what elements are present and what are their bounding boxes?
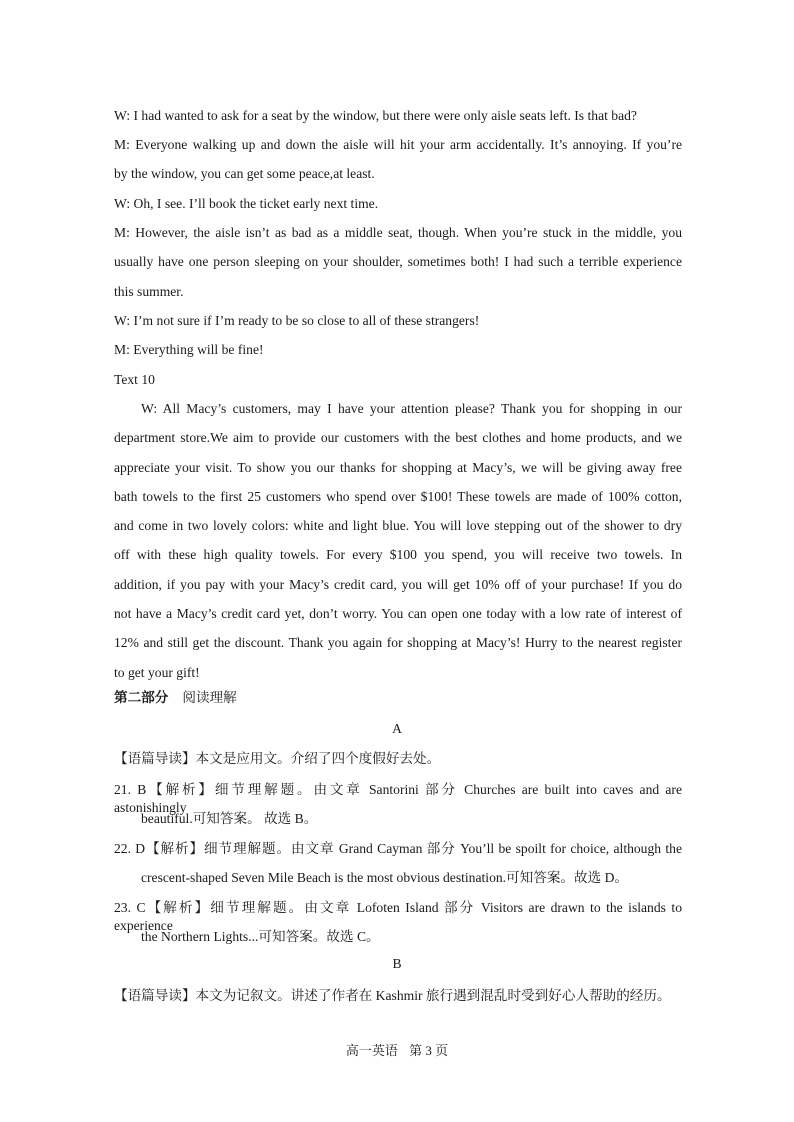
answer-22-line2: crescent-shaped Seven Mile Beach is the most obvious destination.可知答案。故选 D。 xyxy=(141,870,629,885)
text10-line: W: All Macy’s customers, may I have your attention please? Thank you for shopping in our xyxy=(141,401,682,416)
answer-22-line1: 22. D【解析】细节理解题。由文章 Grand Cayman 部分 You’ll be spoilt for choice, although the xyxy=(114,841,682,856)
section-a-guide: 【语篇导读】本文是应用文。介绍了四个度假好去处。 xyxy=(114,751,441,766)
answer-23-line1: 23. C【解析】细节理解题。由文章 Lofoten Island 部分 Visitors are drawn to the islands to experience xyxy=(114,900,682,933)
dialogue-line: M: However, the aisle isn’t as bad as a middle seat, though. When you’re stuck in the middle, you xyxy=(114,225,682,240)
text10-line: off with these high quality towels. For every $100 you spend, you will receive two towels. In xyxy=(114,547,682,562)
text10-line: appreciate your visit. To show you our thanks for shopping at Macy’s, we will be giving away free xyxy=(114,460,682,475)
text10-title: Text 10 xyxy=(114,372,155,387)
dialogue-line: M: Everyone walking up and down the aisle will hit your arm accidentally. It’s annoying. If you’re xyxy=(114,137,682,152)
part2-title: 阅读理解 xyxy=(182,690,237,705)
answer-21-line2: beautiful.可知答案。 故选 B。 xyxy=(141,811,318,826)
footer-subject: 高一英语 xyxy=(345,1043,398,1058)
dialogue-line: W: Oh, I see. I’ll book the ticket early next time. xyxy=(114,196,379,211)
part2-label: 第二部分 xyxy=(114,690,169,705)
text10-line: not have a Macy’s credit card yet, don’t worry. You can open one today with a low rate of interest of xyxy=(114,606,682,621)
text10-line: 12% and still get the discount. Thank you again for shopping at Macy’s! Hurry to the nearest register xyxy=(114,635,682,650)
text10-line: bath towels to the first 25 customers who spend over $100! These towels are made of 100% cotton, xyxy=(114,489,682,504)
text10-line: and come in two lovely colors: white and light blue. You will love stepping out of the shower to dry xyxy=(114,518,682,533)
section-a-letter: A xyxy=(392,721,402,736)
dialogue-line: by the window, you can get some peace,at least. xyxy=(114,166,375,181)
footer-page-number: 第 3 页 xyxy=(409,1043,449,1058)
page-footer xyxy=(0,1042,794,1060)
dialogue-line: usually have one person sleeping on your shoulder, sometimes both! I had such a terrible experience xyxy=(114,254,682,269)
answer-23-line2: the Northern Lights...可知答案。故选 C。 xyxy=(141,929,380,944)
dialogue-line: M: Everything will be fine! xyxy=(114,342,264,357)
text10-line: department store.We aim to provide our customers with the best clothes and home products, and we xyxy=(114,430,682,445)
answer-21-line1: 21. B【解析】细节理解题。由文章 Santorini 部分 Churches are built into caves and are astonishingly xyxy=(114,782,682,815)
section-b-guide: 【语篇导读】本文为记叙文。讲述了作者在 Kashmir 旅行遇到混乱时受到好心人帮助的经历。 xyxy=(114,988,671,1003)
dialogue-line: this summer. xyxy=(114,284,184,299)
dialogue-line: W: I’m not sure if I’m ready to be so close to all of these strangers! xyxy=(114,313,480,328)
text10-line: to get your gift! xyxy=(114,665,200,680)
section-b-letter: B xyxy=(392,956,402,971)
dialogue-line: W: I had wanted to ask for a seat by the window, but there were only aisle seats left. Is that bad? xyxy=(114,108,637,123)
part2-heading xyxy=(114,689,682,707)
text10-line: addition, if you pay with your Macy’s credit card, you will get 10% off of your purchase! If you do xyxy=(114,577,682,592)
